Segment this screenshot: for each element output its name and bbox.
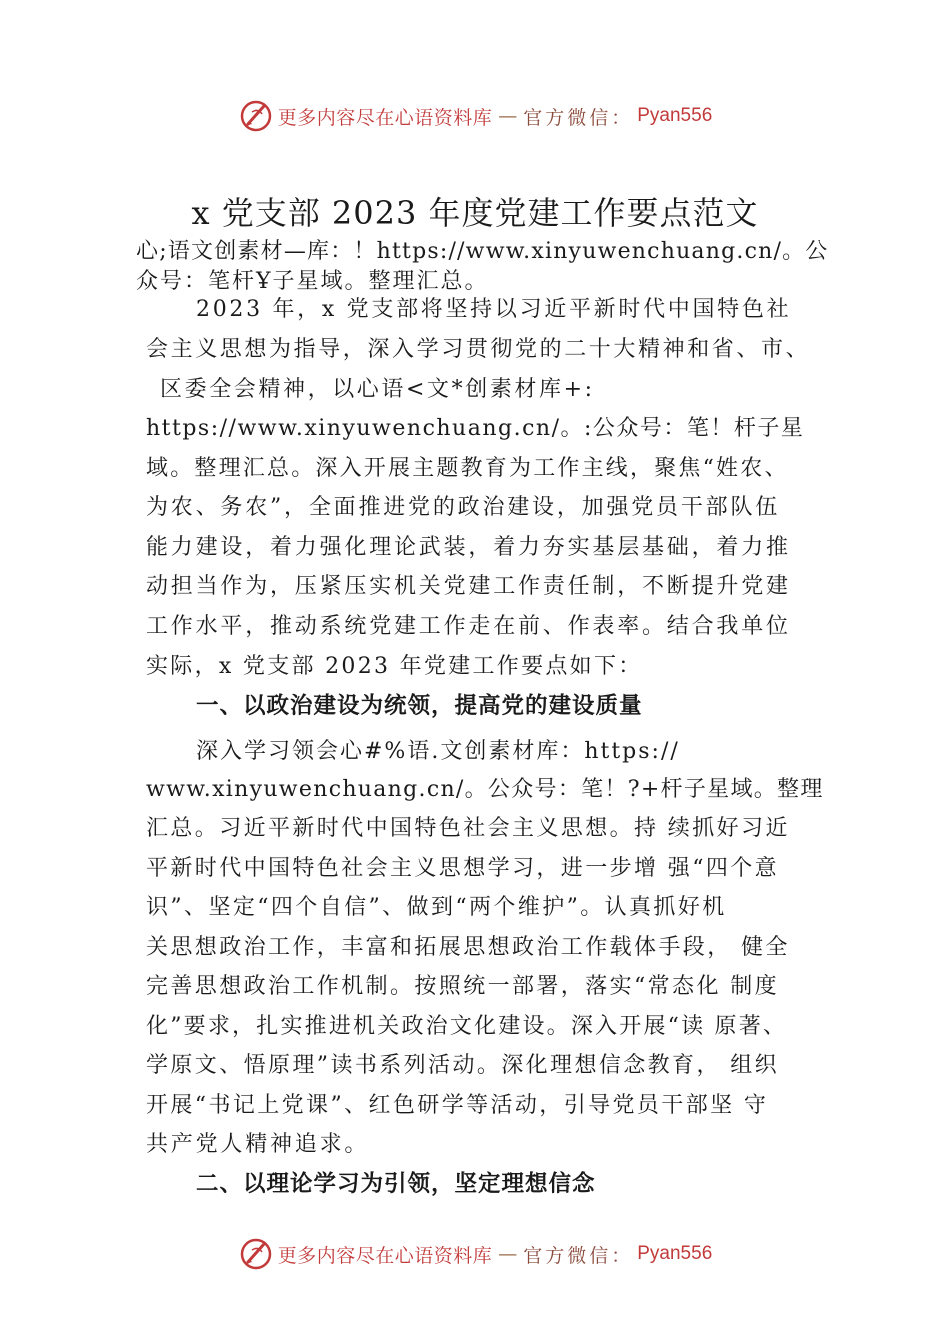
text-line: 实际，x 党支部 2023 年党建工作要点如下： — [146, 654, 643, 679]
banner-label: 官方微信： — [523, 106, 634, 129]
banner-wechat-id: Pyan556 — [637, 1243, 713, 1264]
banner-dash: — — [498, 105, 518, 127]
pen-logo-icon — [238, 98, 274, 134]
text-line: 区委全会精神，以心语<文*创素材库+: — [160, 377, 595, 402]
banner-dash: — — [498, 1243, 518, 1265]
text-line: 心;语文创素材—库：！https://www.xinyuwenchuang.cn/。公 — [136, 239, 829, 264]
text-line: 关思想政治工作，丰富和拓展思想政治工作载体手段， 健全 — [146, 935, 790, 960]
section-heading-2: 二、以理论学习为引领，坚定理想信念 — [196, 1171, 596, 1197]
text-line: 开展“书记上党课”、红色研学等活动，引导党员干部坚 守 — [146, 1093, 769, 1118]
text-line: 2023 年，x 党支部将坚持以习近平新时代中国特色社 — [196, 297, 792, 322]
text-line: 动担当作为，压紧压实机关党建工作责任制，不断提升党建 — [146, 574, 791, 599]
banner-wechat-id: Pyan556 — [637, 105, 713, 126]
text-line: 域。整理汇总。深入开展主题教育为工作主线，聚焦“姓农、 — [146, 456, 789, 481]
text-line: 工作水平，推动系统党建工作走在前、作表率。结合我单位 — [146, 614, 791, 639]
banner-label: 官方微信： — [523, 1244, 634, 1267]
text-line: 化”要求，扎实推进机关政治文化建设。深入开展“读 原著、 — [146, 1014, 788, 1039]
pen-logo-icon — [238, 1236, 274, 1272]
footer-banner — [0, 1234, 950, 1274]
text-line: 能力建设，着力强化理论武装，着力夯实基层基础，着力推 — [146, 535, 791, 560]
text-line: 平新时代中国特色社会主义思想学习，进一步增 强“四个意 — [146, 856, 780, 881]
text-line: 学原文、悟原理”读书系列活动。深化理想信念教育， 组织 — [146, 1053, 780, 1078]
text-line: 为农、务农”，全面推进党的政治建设，加强党员干部队伍 — [146, 495, 781, 520]
text-line: 识”、坚定“四个自信”、做到“两个维护”。认真抓好机 — [146, 895, 727, 920]
banner-text: 更多内容尽在心语资料库 — [277, 1244, 493, 1267]
text-line: 众号：笔杆Ұ子星域。整理汇总。 — [136, 269, 489, 294]
text-line: https://www.xinyuwenchuang.cn/。:公众号：笔！杆子星 — [146, 416, 805, 441]
text-line: 共产党人精神追求。 — [146, 1132, 370, 1157]
text-line: 深入学习领会心#%语.文创素材库：https:// — [196, 739, 680, 764]
text-line: 完善思想政治工作机制。按照统一部署，落实“常态化 制度 — [146, 974, 780, 999]
section-heading-1: 一、以政治建设为统领，提高党的建设质量 — [196, 693, 643, 719]
text-line: 汇总。习近平新时代中国特色社会主义思想。持 续抓好习近 — [146, 816, 790, 841]
header-banner — [0, 96, 950, 136]
text-line: 会主义思想为指导，深入学习贯彻党的二十大精神和省、市、 — [146, 337, 811, 362]
text-line: www.xinyuwenchuang.cn/。公众号：笔！?+杆子星域。整理 — [146, 777, 824, 802]
document-title: x 党支部 2023 年度党建工作要点范文 — [191, 194, 759, 232]
banner-text: 更多内容尽在心语资料库 — [277, 106, 493, 129]
